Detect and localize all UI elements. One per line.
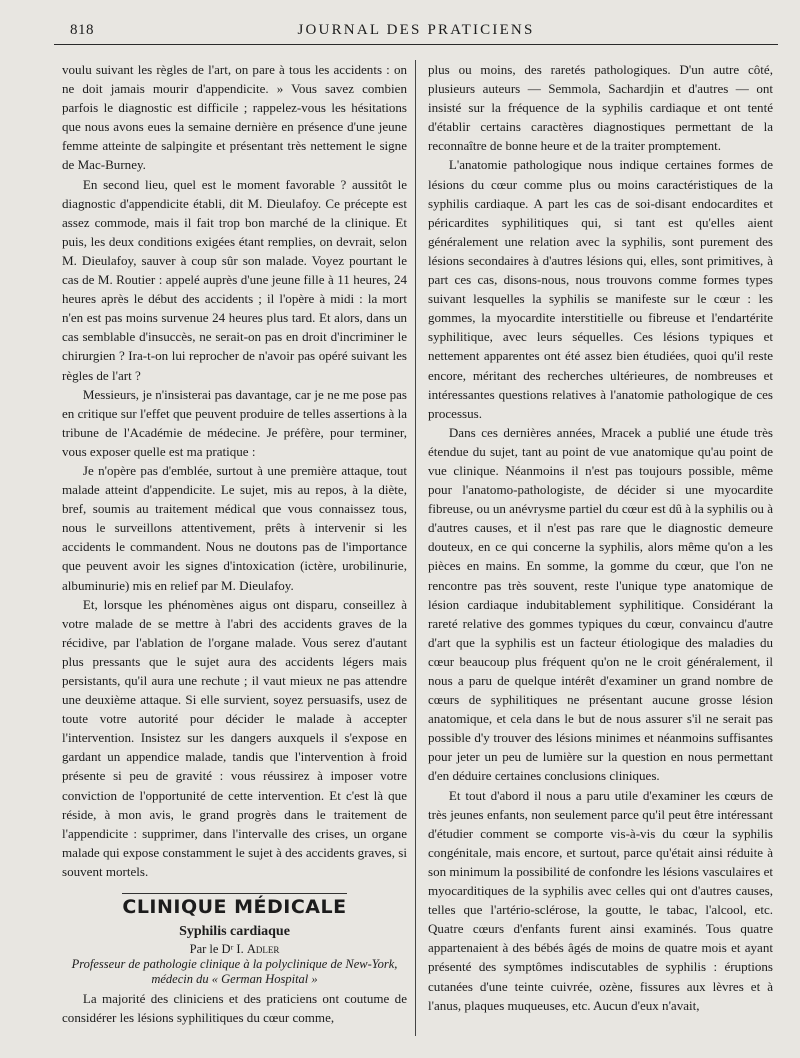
paragraph: En second lieu, quel est le moment favorable ? aussitôt le diagnostic d'appendicite établi, dit M. Dieulafoy. Ce précepte est assez commode, mais il fait trop bon marché de la clinique. Et puis, les deux conditions exigées étant remplies, on devrait, selon M. Dieulafoy, sauver à coup sûr son malade. Voyez pourtant le cas de M. Routier : appelé auprès d'une jeune fille à 11 heures, 24 heures après le début des accidents ; il l'opère à midi : la mort n'en est pas moins survenue 24 heures plus tard. Et alors, dans un cas semblable d'insuccès, ne serait-on pas en droit d'incriminer le chirurgien ? Ira-t-on lui reprocher de n'avoir pas opéré suivant les règles de l'art ?	[62, 176, 407, 383]
paragraph: L'anatomie pathologique nous indique certaines formes de lésions du cœur comme plus ou moins caractéristiques de la syphilis cardiaque. A part les cas de soi-disant endocardites et péricardites syphilitiques qui, si tant est qu'elles aient généralement une relation avec la syphilis, sont purement des lésions secondaires à d'autres lésions qui, elles, sont primitives, à part ces cas, disons-nous, nous trouvons comme formes types suivant lesquelles la syphilis se manifeste sur le cœur : les gommes, la myocardite interstitielle ou fibreuse et l'endartérite syphilitique, avec leurs séquelles. Ces lésions typiques et nettement apparentes ont été assez bien étudiées, quoi qu'il reste encore, méritant des recherches ultérieures, de nombreuses et intéressantes questions relatives à l'anatomie pathologique de ces processus.	[428, 157, 773, 421]
right-column	[428, 60, 773, 1015]
left-column	[62, 60, 407, 1027]
paragraph: Dans ces dernières années, Mracek a publié une étude très étendue du sujet, tant au point de vue anatomique qu'au point de vue clinique. Néanmoins il n'est pas toujours possible, même pour l'anatomo-pathologiste, de décider si une myocardite fibreuse, ou un anévrysme partiel du cœur est dû à la syphilis ou à d'autres causes, et il n'est pas rare que le diagnostic demeure douteux, en ce qui concerne la syphilis, alors même qu'on a les pièces en mains. En somme, la gomme du cœur, que l'on ne rencontre pas très souvent, reste l'unique type anatomique de lésion cardiaque indubitablement syphilitique. Considérant la rareté relative des gommes typiques du cœur, convaincu d'autre d'art que la syphilis est un facteur étiologique des maladies du cœur beaucoup plus fréquent qu'on ne le croit généralement, il nous a paru de quelque intérêt d'examiner un grand nombre de cœurs de syphilitiques ne présentant aucune grosse lésion anatomique, et cela dans le but de nous assurer s'il ne serait pas possible d'y trouver des lésions minimes et néanmoins suffisantes pour jeter un peu de lumière sur la question en nous permettant d'en déduire certaines conclusions cliniques.	[428, 424, 773, 784]
paragraph: Je n'opère pas d'emblée, surtout à une première attaque, tout malade atteint d'appendicite. Le sujet, mis au repos, à la diète, bref, soumis au traitement médical que vous connaissez tous, nous le surveillons attentivement, prêts à intervenir si les accidents le commandent. Nous ne doutons pas de l'importance que peuvent avoir les signes d'intoxication (ictère, urobilinurie, albuminurie) mis en relief par M. Dieulafoy.	[62, 462, 407, 593]
section-heading-block	[62, 893, 407, 918]
paragraph: Et, lorsque les phénomènes aigus ont disparu, conseillez à votre malade de se mettre à l'abri des accidents graves de la récidive, par l'ablation de l'organe malade. Vous serez d'autant plus pressants que le sujet aura des accidents légers mais persistants, qu'il aura une rechute ; il vaut mieux ne pas attendre une deuxième attaque. Si elle survient, soyez persuasifs, usez de toute votre autorité pour décider le malade à accepter l'intervention. Insistez sur les dangers auxquels il s'expose en gardant un appendice malade, tandis que l'intervention à froid présente si peu de gravité : vous réussirez à imposer votre conviction de l'opportunité de cette intervention. Et c'est là que réside, à mon avis, le grand progrès dans le traitement de l'appendicite : supprimer, dans l'intervalle des crises, un organe malade qui expose constamment le sujet à des accidents graves, si souvent mortels.	[62, 596, 407, 879]
byline-prefix: Par le Dʳ I.	[189, 942, 244, 957]
byline	[62, 941, 407, 957]
column-divider	[415, 60, 416, 1036]
paragraph: Et tout d'abord il nous a paru utile d'examiner les cœurs de très jeunes enfants, non seulement parce qu'il peut être intéressant d'étudier comment se comporte vis-à-vis du cœur la syphilis congénitale, mais encore, et surtout, parce qu'était ainsi réduite à son minimum la possibilité de confondre les lésions vasculaires et myocarditiques de la syphilis avec celles qui ont d'autres causes, telles que l'artério-sclérose, la goutte, le tabac, l'alcool, etc. Quatre cœurs d'enfants furent ainsi examinés. Tous quatre appartenaient à des bébés âgés de moins de quatre mois et ayant présenté des symptômes indiscutables de syphilis : éruptions cutanées d'une teinte cuivrée, ozène, fissures aux lèvres et à l'anus, plaques muqueuses, etc. Aucun d'eux n'avait,	[428, 787, 773, 1013]
running-header	[54, 20, 778, 45]
paragraph: La majorité des cliniciens et des praticiens ont coutume de considérer les lésions syphilitiques du cœur comme,	[62, 991, 407, 1026]
paragraph: Messieurs, je n'insisterai pas davantage, car je ne me pose pas en critique sur l'effet que peuvent produire de telles assertions à la tribune de l'Académie de médecine. Je préfère, pour terminer, vous exposer quelle est ma pratique :	[62, 386, 407, 459]
paragraph: plus ou moins, des raretés pathologiques. D'un autre côté, plusieurs auteurs — Semmola, Sachardjin et d'autres — ont insisté sur la fréquence de la syphilis cardiaque et ont tenté d'établir certains caractères diagnostiques permettant de la reconnaître de bonne heure et de la traiter promptement.	[428, 62, 773, 154]
author-name: Adler	[246, 942, 280, 957]
section-title: CLINIQUE MÉDICALE	[122, 893, 346, 917]
article-title: Syphilis cardiaque	[179, 924, 290, 940]
journal-title: JOURNAL DES PRATICIENS	[297, 22, 535, 38]
author-affiliation: Professeur de pathologie clinique à la polyclinique de New-York, médecin du « German Hospital »	[71, 957, 398, 987]
page-number: 818	[70, 22, 94, 38]
paragraph: voulu suivant les règles de l'art, on pare à tous les accidents : on ne doit jamais mourir d'appendicite. » Vous savez combien parfois le diagnostic est difficile ; rappelez-vous les hésitations que nous avons eues la semaine dernière en présence d'une jeune femme atteinte de salpingite et présentant très nettement le signe de Mac-Burney.	[62, 62, 407, 173]
